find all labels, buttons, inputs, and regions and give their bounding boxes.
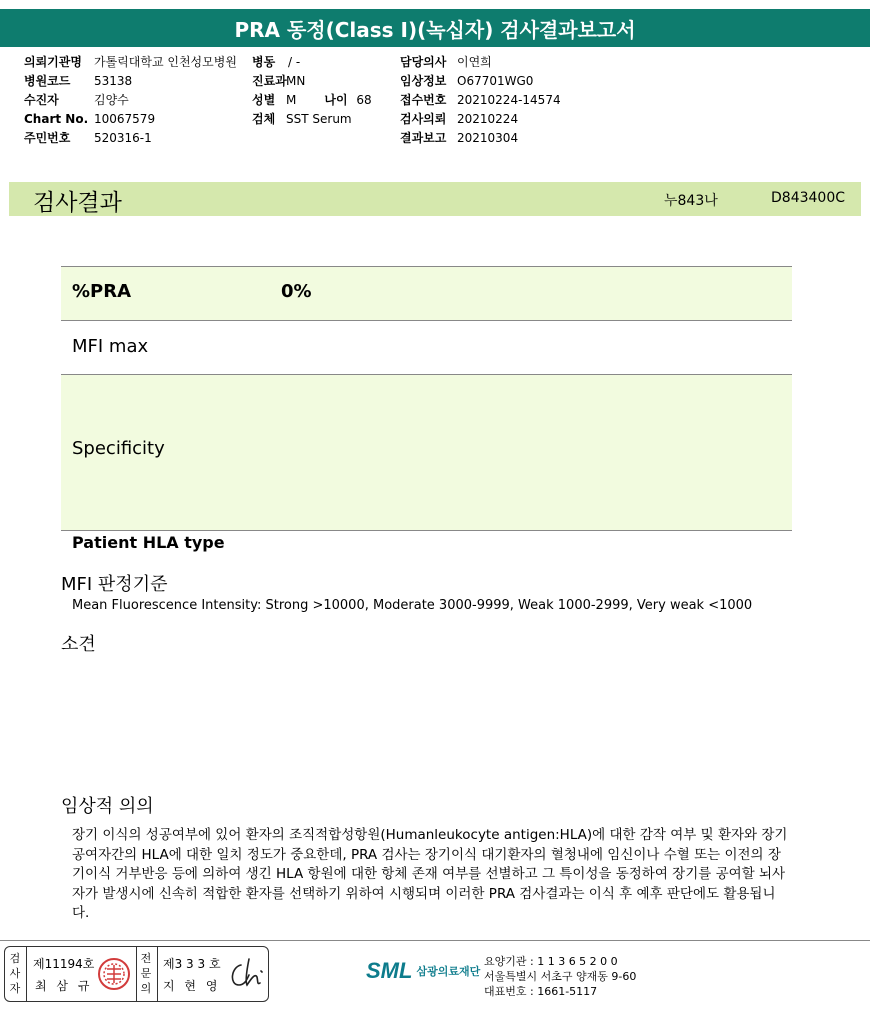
- info-value: MN: [286, 74, 306, 88]
- examiner-name: 최 삼 규: [35, 979, 93, 993]
- patient-hla-type-label: Patient HLA type: [72, 533, 225, 552]
- info-value: 이연희: [457, 55, 492, 69]
- specialist-label: 전문의: [140, 952, 152, 995]
- info-row: [400, 72, 561, 91]
- examiner-license-no: 제11194호: [33, 957, 95, 971]
- info-label: 결과보고: [400, 131, 447, 145]
- info-label: 검사의뢰: [400, 112, 447, 126]
- signature-divider: [157, 947, 158, 1001]
- info-row: [252, 91, 372, 110]
- section-code-1: 누843나: [664, 193, 718, 209]
- info-label: 진료과: [252, 74, 287, 88]
- footer-org-info: [484, 954, 636, 999]
- info-label: 접수번호: [400, 93, 447, 107]
- info-row: [252, 53, 372, 72]
- info-row: [24, 91, 237, 110]
- info-row: [24, 129, 237, 148]
- info-label: 임상정보: [400, 74, 447, 88]
- specialist-name: 지 현 영: [163, 979, 221, 993]
- info-value: 20210224: [457, 112, 519, 126]
- info-label: 성별: [252, 93, 276, 107]
- info-label: 수진자: [24, 93, 59, 107]
- patient-info-column-3: [400, 53, 561, 148]
- info-label: 병동: [252, 55, 276, 69]
- info-value: 가톨릭대학교 인천성모병원: [94, 55, 237, 69]
- patient-info-column-1: [24, 53, 237, 148]
- pra-value: 0%: [281, 281, 312, 302]
- info-value: 53138: [94, 74, 133, 88]
- org-address: 서울특별시 서초구 양재동 9-60: [484, 970, 637, 983]
- info-value: M: [286, 93, 297, 107]
- info-value: O67701WG0: [457, 74, 534, 88]
- info-label: 검체: [252, 112, 276, 126]
- clinical-significance-title: 임상적 의의: [61, 796, 154, 817]
- info-value: 20210304: [457, 131, 519, 145]
- info-row: [400, 110, 561, 129]
- info-row: [400, 53, 561, 72]
- info-row: [400, 91, 561, 110]
- info-value: / -: [288, 55, 301, 69]
- clinical-significance-text: 장기 이식의 성공여부에 있어 환자의 조직적합성항원(Humanleukocyte antigen:HLA)에 대한 감작 여부 및 환자와 장기공여자간의 HLA에 대한 일치 정도가 중요한데, PRA 검사는 장기이식 대기환자의 혈청내에 임신이나 수혈 또는 이전의 장기이식 거부반응 등에 의하여 생긴 HLA 항원에 대한 항체 존재 여부를 선별하고 그 특이성을 동정하여 장기를 공여할 뇌사자가 발생시에 신속히 적합한 환자를 선택하기 위하여 시행되며 이러한 PRA 검사결과는 이식 후 예후 판단에도 활용됩니다.: [72, 827, 788, 921]
- sml-logo-subtitle: 삼광의료재단: [416, 965, 481, 978]
- result-table: [61, 266, 792, 531]
- section-title: 검사결과: [33, 190, 122, 216]
- result-section-header: [9, 182, 861, 216]
- mfi-criteria-description: Mean Fluorescence Intensity: Strong >10000, Moderate 3000-9999, Weak 1000-2999, Very weak <1000: [72, 598, 753, 613]
- opinion-title: 소견: [61, 634, 96, 655]
- org-phone: 대표번호 : 1661-5117: [484, 985, 598, 998]
- info-label: 병원코드: [24, 74, 71, 88]
- mfi-criteria-title: MFI 판정기준: [61, 574, 168, 595]
- org-code: 요양기관 : 1 1 3 6 5 2 0 0: [484, 955, 618, 968]
- info-value: SST Serum: [286, 112, 352, 126]
- info-label: 주민번호: [24, 131, 71, 145]
- pra-label: %PRA: [72, 281, 132, 302]
- specialist-license-no: 제3 3 3 호: [163, 957, 221, 971]
- patient-info-column-2: [252, 53, 372, 129]
- report-title: PRA 동정(Class I)(녹십자) 검사결과보고서: [234, 17, 636, 42]
- info-value: 20210224-14574: [457, 93, 561, 107]
- info-row: [400, 129, 561, 148]
- info-value: 10067579: [94, 112, 156, 126]
- info-row: [24, 53, 237, 72]
- info-label: 담당의사: [400, 55, 447, 69]
- info-label: 의뢰기관명: [24, 55, 82, 69]
- info-row: [24, 110, 237, 129]
- info-row: [252, 110, 372, 129]
- footer-divider: [0, 940, 870, 941]
- report-title-bar: [0, 9, 870, 47]
- info-row: [252, 72, 372, 91]
- examiner-label: 검사자: [9, 952, 21, 995]
- mfi-max-row: [61, 321, 792, 375]
- age-label: 나이: [324, 93, 348, 107]
- seal-stamp-icon: [97, 957, 131, 991]
- info-label: Chart No.: [24, 112, 89, 126]
- signature-box: [4, 946, 269, 1002]
- info-row: [24, 72, 237, 91]
- mfi-max-label: MFI max: [72, 336, 149, 357]
- section-code-2: D843400C: [771, 190, 845, 206]
- specificity-row: [61, 375, 792, 531]
- sml-logo-text: SML: [366, 958, 413, 983]
- handwritten-signature-icon: [227, 955, 267, 993]
- pra-row: [61, 267, 792, 321]
- info-value: 김양수: [94, 93, 129, 107]
- signature-divider: [26, 947, 27, 1001]
- sml-logo: [366, 958, 480, 984]
- specificity-label: Specificity: [72, 438, 165, 459]
- signature-divider: [136, 947, 137, 1001]
- info-value: 520316-1: [94, 131, 152, 145]
- age-value: 68: [356, 93, 372, 107]
